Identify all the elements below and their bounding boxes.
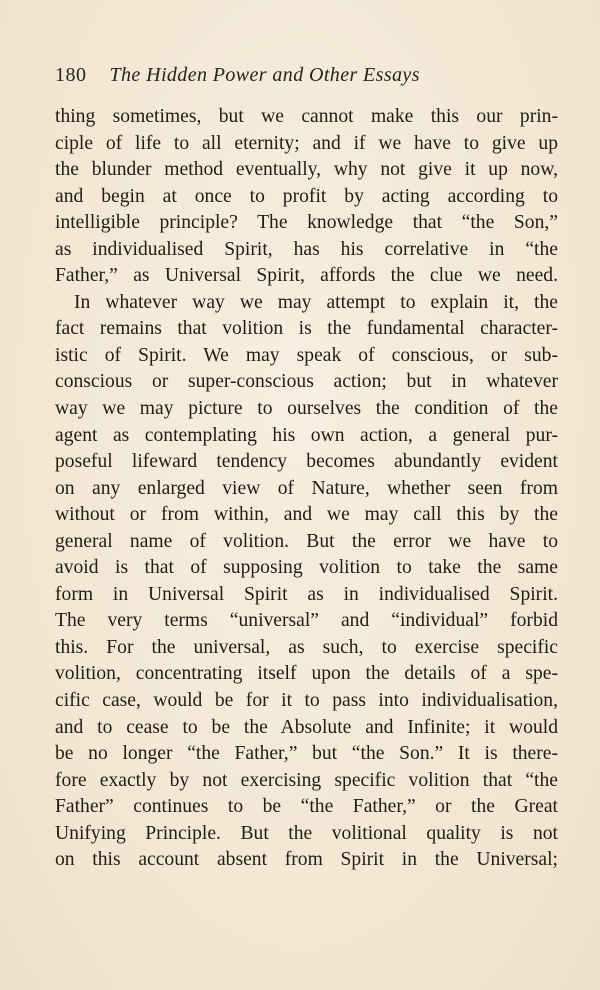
text-line: on this account absent from Spirit in the Universal;	[55, 849, 558, 871]
text-line: istic of Spirit. We may speak of conscious, or sub-	[55, 344, 558, 366]
text-line: avoid is that of supposing volition to take the same	[55, 557, 558, 579]
text-line: be no longer “the Father,” but “the Son.” It is there-	[55, 743, 558, 765]
text-line: Father” continues to be “the Father,” or the Great	[55, 796, 558, 818]
text-line: without or from within, and we may call this by the	[55, 504, 558, 526]
text-line: and to cease to be the Absolute and Infinite; it would	[55, 716, 558, 738]
text-line: general name of volition. But the error we have to	[55, 530, 558, 552]
text-line: In whatever way we may attempt to explain it, the	[74, 291, 558, 313]
text-line: as individualised Spirit, has his correlative in “the	[55, 238, 558, 260]
text-line: fact remains that volition is the fundamental character-	[55, 318, 558, 340]
page-number: 180	[55, 64, 87, 86]
text-line: on any enlarged view of Nature, whether seen from	[55, 477, 558, 499]
text-line: the blunder method eventually, why not give it up now,	[55, 159, 558, 181]
body-text	[55, 104, 558, 874]
text-line: volition, concentrating itself upon the details of a spe-	[55, 663, 558, 685]
text-line: poseful lifeward tendency becomes abundantly evident	[55, 451, 558, 473]
text-line: fore exactly by not exercising specific volition that “the	[55, 769, 558, 791]
text-line: intelligible principle? The knowledge that “the Son,”	[55, 212, 558, 234]
book-title: The Hidden Power and Other Essays	[109, 64, 420, 86]
text-line: conscious or super-conscious action; but in whatever	[55, 371, 558, 393]
text-line: this. For the universal, as such, to exercise specific	[55, 636, 558, 658]
text-line: thing sometimes, but we cannot make this our prin-	[55, 106, 558, 127]
text-line: ciple of life to all eternity; and if we have to give up	[55, 132, 558, 154]
text-line: way we may picture to ourselves the condition of the	[55, 398, 558, 420]
text-line: Father,” as Universal Spirit, affords the clue we need.	[55, 265, 558, 287]
text-line: cific case, would be for it to pass into individualisation,	[55, 690, 558, 712]
text-line: agent as contemplating his own action, a general pur-	[55, 424, 558, 446]
text-line: The very terms “universal” and “individual” forbid	[55, 610, 558, 632]
text-line: and begin at once to profit by acting according to	[55, 185, 558, 207]
running-head	[55, 60, 555, 90]
text-line: form in Universal Spirit as in individualised Spirit.	[55, 583, 558, 605]
text-line: Unifying Principle. But the volitional quality is not	[55, 822, 558, 844]
